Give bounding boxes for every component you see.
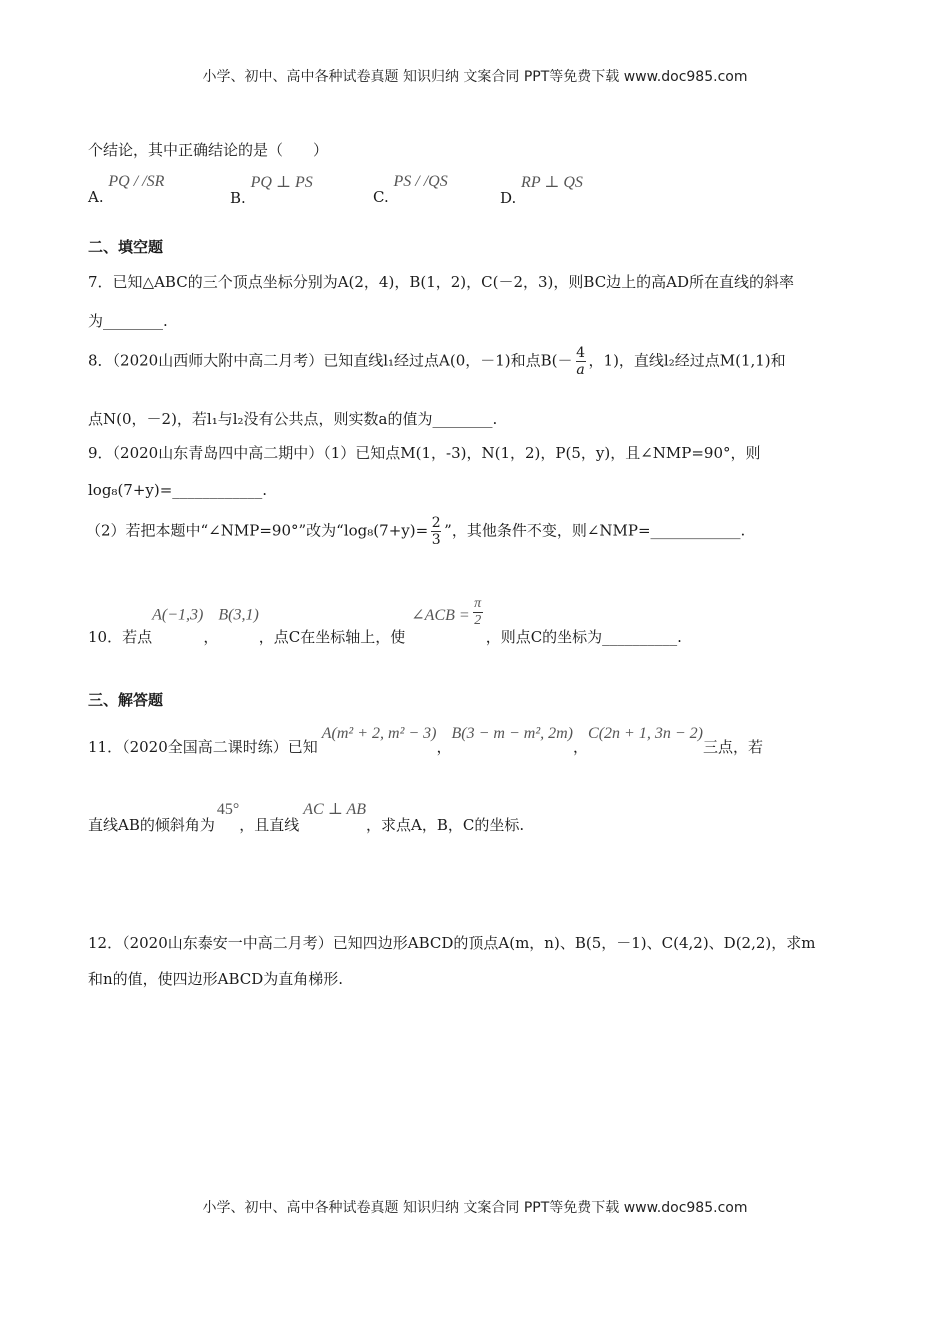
fraction-denominator: 3 xyxy=(431,532,441,548)
option-label: D. xyxy=(500,189,517,207)
q11-degree: 45° xyxy=(216,801,240,818)
q10-prefix: 10．若点 xyxy=(88,627,153,646)
q11-perp: AC ⊥ AB xyxy=(303,801,367,818)
option-label: C. xyxy=(373,188,389,206)
q11-line1 xyxy=(88,722,763,756)
q8-part2: ，1)，直线l₂经过点M(1,1)和 xyxy=(588,351,786,370)
q6-option-a xyxy=(88,172,165,206)
q8-fraction xyxy=(576,345,586,378)
fraction-denominator: a xyxy=(576,362,585,378)
fraction-numerator: π xyxy=(474,596,482,611)
option-math: PQ ⊥ PS xyxy=(250,174,313,191)
q9-line2: log₈(7+y)=____________. xyxy=(88,481,268,499)
q11-line2c: ，求点A，B，C的坐标. xyxy=(366,816,525,834)
q11-point-a: A(m² + 2, m² − 3) xyxy=(321,725,437,742)
q6-option-d xyxy=(500,172,583,207)
option-label: A. xyxy=(88,188,104,206)
q12-line1: 12．（2020山东泰安一中高二月考）已知四边形ABCD的顶点A(m，n)、B(5，－1)、C(4,2)、D(2,2)，求m xyxy=(88,934,816,952)
page-header: 小学、初中、高中各种试卷真题 知识归纳 文案合同 PPT等免费下载 www.doc985.com xyxy=(202,69,748,85)
option-label: B. xyxy=(230,189,246,207)
q7-line2: 为________. xyxy=(88,312,168,330)
q6-tail: 个结论，其中正确结论的是（ ） xyxy=(88,141,329,159)
q7-line1: 7．已知△ABC的三个顶点坐标分别为A(2，4)，B(1，2)，C(－2，3)，则BC边上的高AD所在直线的斜率 xyxy=(88,273,795,291)
q6-option-c xyxy=(373,172,448,206)
q11-point-b: B(3 − m − m², 2m) xyxy=(451,725,573,742)
q10-point-a: A(−1,3) xyxy=(152,606,204,624)
section-answer-title: 三、解答题 xyxy=(88,691,164,709)
option-math: PQ / /SR xyxy=(108,173,165,190)
q9-line1: 9．（2020山东青岛四中高二期中）（1）已知点M(1，-3)，N(1，2)，P(5，y)，且∠NMP=90°，则 xyxy=(88,444,761,462)
q11-tail: 三点，若 xyxy=(702,738,763,756)
q12-line2: 和n的值，使四边形ABCD为直角梯形. xyxy=(88,970,344,988)
option-math: PS / /QS xyxy=(393,173,448,190)
fraction-numerator: 2 xyxy=(431,515,441,531)
fraction-denominator: 2 xyxy=(474,613,482,628)
q8-line1 xyxy=(88,345,786,378)
q10-mid: ，点C在坐标轴上，使 xyxy=(258,627,406,646)
q9-part3b: ”，其他条件不变，则∠NMP=____________. xyxy=(444,521,746,540)
q9-line3 xyxy=(86,515,745,548)
q9-fraction xyxy=(431,515,441,548)
q11-comma: ， xyxy=(573,738,589,756)
q8-part1: 8．（2020山西师大附中高二月考）已知直线l₁经过点A(0，－1)和点B(－ xyxy=(88,351,573,370)
page-footer: 小学、初中、高中各种试卷真题 知识归纳 文案合同 PPT等免费下载 www.doc985.com xyxy=(202,1200,748,1216)
q11-line2a: 直线AB的倾斜角为 xyxy=(88,816,215,834)
q11-line2 xyxy=(88,798,525,834)
q8-line2: 点N(0，－2)，若l₁与l₂没有公共点，则实数a的值为________. xyxy=(88,410,498,428)
q6-option-b xyxy=(230,172,313,207)
q11-comma: ， xyxy=(436,738,452,756)
q10-angle: ∠ACB = xyxy=(411,606,470,624)
q10-fraction xyxy=(473,596,483,629)
q10-line xyxy=(88,596,682,646)
section-fill-title: 二、填空题 xyxy=(88,238,164,256)
q10-point-b: B(3,1) xyxy=(218,606,259,624)
q9-part3a: （2）若把本题中“∠NMP=90°”改为“log₈(7+y)= xyxy=(86,521,429,540)
q10-sep: ， xyxy=(203,627,219,646)
fraction-numerator: 4 xyxy=(576,345,585,361)
q11-line2b: ，且直线 xyxy=(239,816,300,834)
option-math: RP ⊥ QS xyxy=(521,174,583,191)
q11-point-c: C(2n + 1, 3n − 2) xyxy=(588,725,703,742)
q10-suffix: ，则点C的坐标为__________. xyxy=(485,627,682,646)
q11-prefix: 11．（2020全国高二课时练）已知 xyxy=(88,738,318,756)
